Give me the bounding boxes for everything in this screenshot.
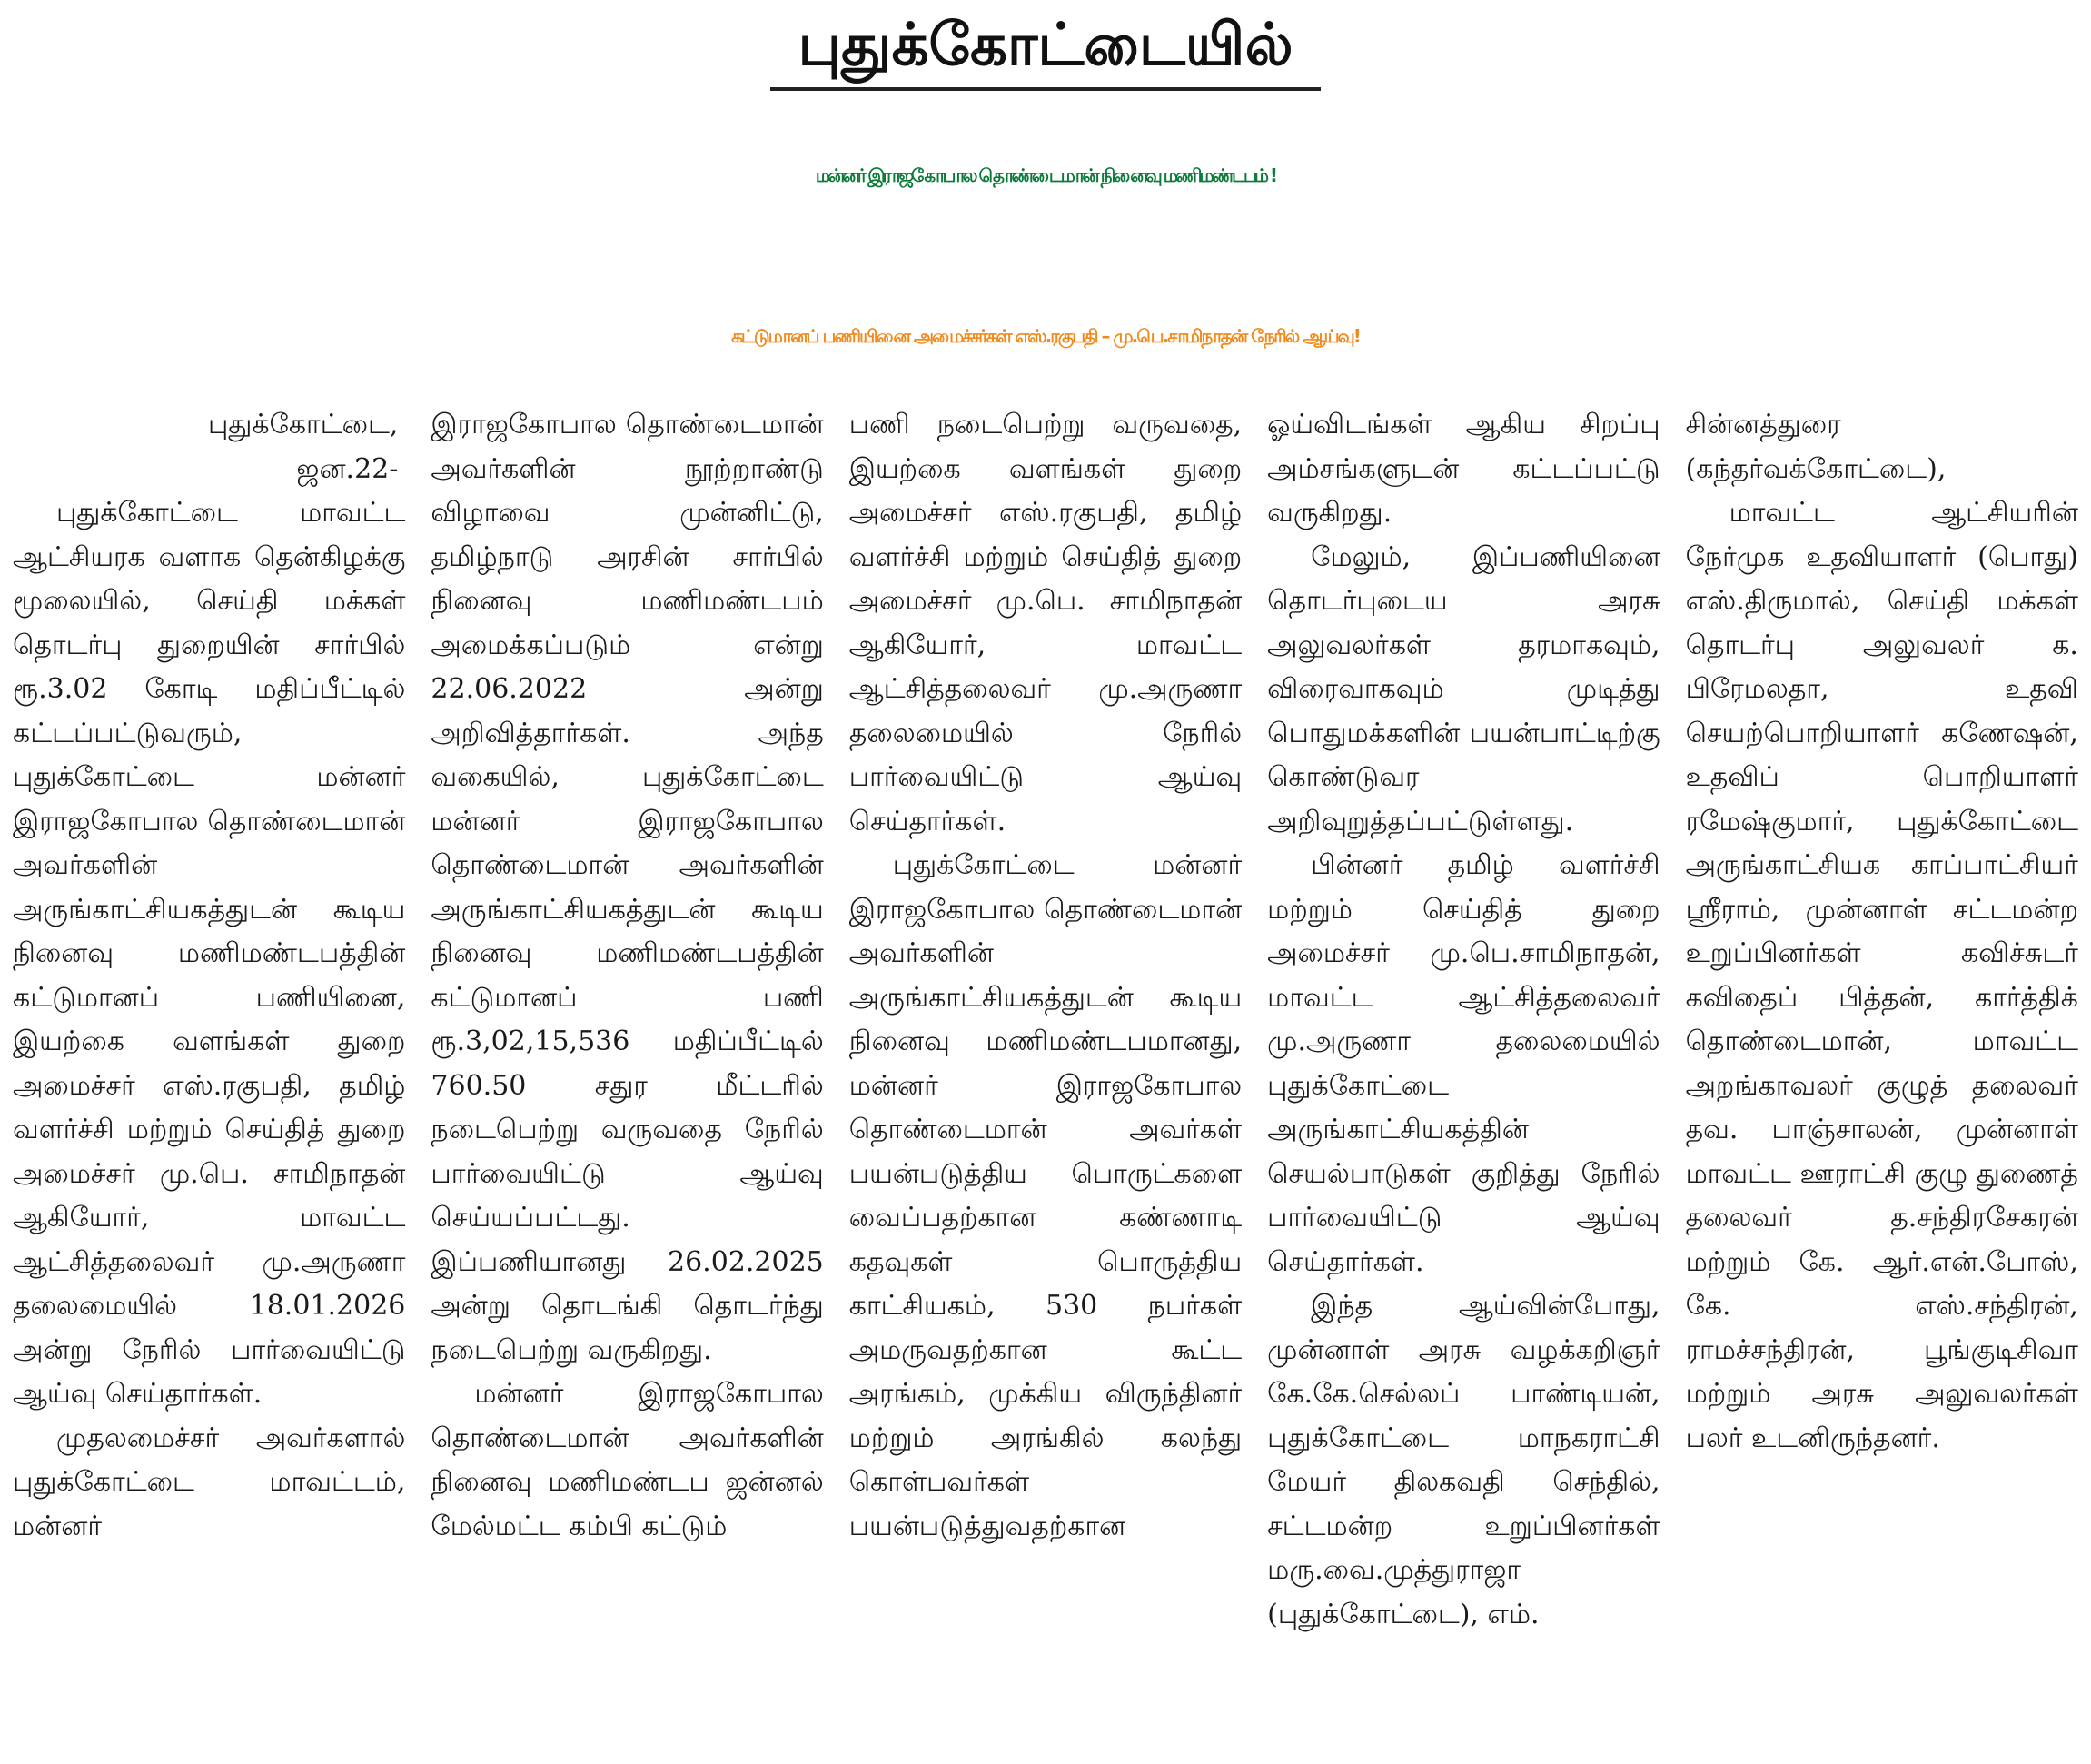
- paragraph: பின்னர் தமிழ் வளர்ச்சி மற்றும் செய்தித் துறை அமைச்சர் மு.பெ.சாமிநாதன், மாவட்ட ஆட்சித்தலைவர் மு.அருணா தலைமையில் புதுக்கோட்டை அருங்காட்சியகத்தின் செயல்பாடுகள் குறித்து நேரில் பார்வையிட்டு ஆய்வு செய்தார்கள்.: [1267, 849, 1660, 1278]
- kicker-title-wrap: [0, 7, 2091, 91]
- paragraph: சின்னத்துரை (கந்தர்வக்கோட்டை),: [1685, 409, 1947, 485]
- paragraph: மன்னர் இராஜகோபால தொண்டைமான் அவர்களின் நினைவு மணிமண்டப ஜன்னல் மேல்மட்ட கம்பி கட்டும்: [431, 1378, 824, 1542]
- paragraph: இந்த ஆய்வின்போது, முன்னாள் அரசு வழக்கறிஞர் கே.கே.செல்லப் பாண்டியன், புதுக்கோட்டை மாநகராட்சி மேயர் திலகவதி செந்தில், சட்டமன்ற உறுப்பினர்கள் மரு.வை.முத்துராஜா (புதுக்கோட்டை), எம்.: [1267, 1290, 1660, 1630]
- kicker-title: புதுக்கோட்டையில்: [770, 7, 1320, 91]
- paragraph: ஓய்விடங்கள் ஆகிய சிறப்பு அம்சங்களுடன் கட்டப்பட்டு வருகிறது.: [1267, 409, 1660, 529]
- headline: மன்னர் இராஜகோபால தொண்டைமான் நினைவு மணிமண்டபம் !: [815, 164, 1276, 186]
- dateline-place: புதுக்கோட்டை,: [208, 409, 399, 441]
- paragraph: மேலும், இப்பணியினை தொடர்புடைய அரசு அலுவலர்கள் தரமாகவும், விரைவாகவும் முடித்து பொதுமக்களின் பயன்பாட்டிற்கு கொண்டுவர அறிவுறுத்தப்பட்டுள்ளது.: [1267, 540, 1660, 837]
- dateline-date: ஜன.22-: [296, 452, 399, 485]
- paragraph: இராஜகோபால தொண்டைமான் அவர்களின் நூற்றாண்டு விழாவை முன்னிட்டு, தமிழ்நாடு அரசின் சார்பில் நினைவு மணிமண்டபம் அமைக்கப்படும் என்று 22.06.2022 அன்று அறிவித்தார்கள். அந்த வகையில், புதுக்கோட்டை மன்னர் இராஜகோபால தொண்டைமான் அவர்களின் அருங்காட்சியகத்துடன் கூடிய நினைவு மணிமண்டபத்தின் கட்டுமானப் பணி ரூ.3,02,15,536 மதிப்பீட்டில் 760.50 சதுர மீட்டரில் நடைபெற்று வருவதை நேரில் பார்வையிட்டு ஆய்வு செய்யப்பட்டது. இப்பணியானது 26.02.2025 அன்று தொடங்கி தொடர்ந்து நடைபெற்று வருகிறது.: [431, 409, 824, 1366]
- paragraph: பணி நடைபெற்று வருவதை, இயற்கை வளங்கள் துறை அமைச்சர் எஸ்.ரகுபதி, தமிழ் வளர்ச்சி மற்றும் செய்தித் துறை அமைச்சர் மு.பெ. சாமிநாதன் ஆகியோர், மாவட்ட ஆட்சித்தலைவர் மு.அருணா தலைமையில் நேரில் பார்வையிட்டு ஆய்வு செய்தார்கள்.: [848, 409, 1243, 837]
- paragraph: புதுக்கோட்டை மன்னர் இராஜகோபால தொண்டைமான் அவர்களின் அருங்காட்சியகத்துடன் கூடிய நினைவு மணிமண்டபமானது, மன்னர் இராஜகோபால தொண்டைமான் அவர்கள் பயன்படுத்திய பொருட்களை வைப்பதற்கான கண்ணாடி கதவுகள் பொருத்திய காட்சியகம், 530 நபர்கள் அமருவதற்கான கூட்ட அரங்கம், முக்கிய விருந்தினர் மற்றும் அரங்கில் கலந்து கொள்பவர்கள் பயன்படுத்துவதற்கான: [848, 849, 1243, 1542]
- column-1: [0, 400, 418, 1764]
- article-body: [0, 400, 2091, 1764]
- dateline: [13, 403, 405, 491]
- column-3: [837, 400, 1254, 1764]
- paragraph: மாவட்ட ஆட்சியரின் நேர்முக உதவியாளர் (பொது) எஸ்.திருமால், செய்தி மக்கள் தொடர்பு அலுவலர் க. பிரேமலதா, உதவி செயற்பொறியாளர் கணேஷன், உதவிப் பொறியாளர் ரமேஷ்குமார், புதுக்கோட்டை அருங்காட்சியக காப்பாட்சியர் ஸ்ரீராம், முன்னாள் சட்டமன்ற உறுப்பினர்கள் கவிச்சுடர் கவிதைப் பித்தன், கார்த்திக் தொண்டைமான், மாவட்ட அறங்காவலர் குழுத் தலைவர் தவ. பாஞ்சாலன், முன்னாள் மாவட்ட ஊராட்சி குழு துணைத் தலைவர் த.சந்திரசேகரன் மற்றும் கே. ஆர்.என்.போஸ், கே. எஸ்.சந்திரன், ராமச்சந்திரன், பூங்குடிசிவா மற்றும் அரசு அலுவலர்கள் பலர் உடனிருந்தனர்.: [1685, 497, 2078, 1454]
- subheadline: கட்டுமானப் பணியினை அமைச்சர்கள் எஸ்.ரகுபதி – மு.பெ.சாமிநாதன் நேரில் ஆய்வு!: [731, 325, 1360, 347]
- paragraph: புதுக்கோட்டை மாவட்ட ஆட்சியரக வளாக தென்கிழக்கு மூலையில், செய்தி மக்கள் தொடர்பு துறையின் சார்பில் ரூ.3.02 கோடி மதிப்பீட்டில் கட்டப்பட்டுவரும், புதுக்கோட்டை மன்னர் இராஜகோபால தொண்டைமான் அவர்களின் அருங்காட்சியகத்துடன் கூடிய நினைவு மணிமண்டபத்தின் கட்டுமானப் பணியினை, இயற்கை வளங்கள் துறை அமைச்சர் எஸ்.ரகுபதி, தமிழ் வளர்ச்சி மற்றும் செய்தித் துறை அமைச்சர் மு.பெ. சாமிநாதன் ஆகியோர், மாவட்ட ஆட்சித்தலைவர் மு.அருணா தலைமையில் 18.01.2026 அன்று நேரில் பார்வையிட்டு ஆய்வு செய்தார்கள்.: [13, 497, 406, 1410]
- column-5: [1673, 400, 2091, 1764]
- column-4: [1254, 400, 1672, 1764]
- column-2: [418, 400, 836, 1764]
- paragraph: முதலமைச்சர் அவர்களால் புதுக்கோட்டை மாவட்டம், மன்னர்: [13, 1422, 406, 1542]
